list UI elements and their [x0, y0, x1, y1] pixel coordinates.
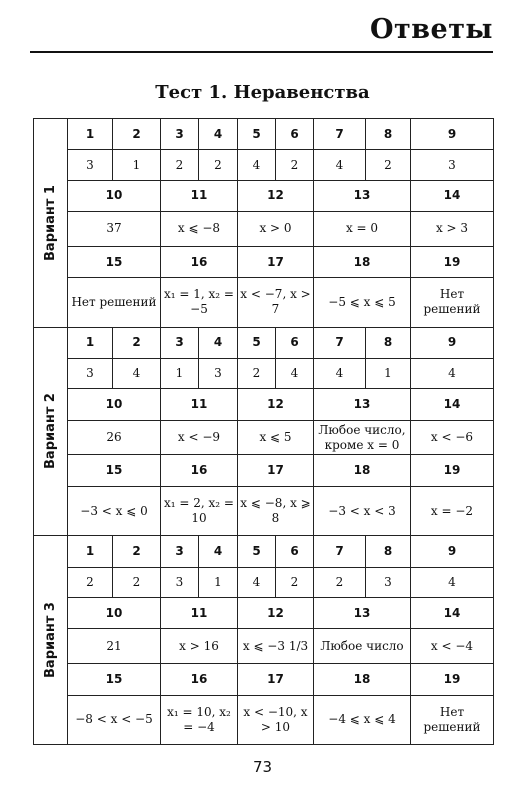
question-number: 6	[276, 119, 314, 150]
answer-cell: Нет решений	[68, 278, 161, 327]
answer-cell: Любое число, кроме x = 0	[314, 420, 411, 455]
table-row	[34, 536, 494, 567]
question-number: 1	[68, 119, 113, 150]
answer-cell: x₁ = 2, x₂ = 10	[161, 486, 238, 535]
question-number: 3	[161, 119, 199, 150]
question-number: 13	[314, 180, 411, 211]
answer-cell: x ⩽ −8, x ⩾ 8	[238, 486, 314, 535]
table-row	[34, 212, 494, 247]
answer-cell: x ⩽ −8	[161, 212, 238, 247]
table-row	[34, 597, 494, 628]
variant-label-cell	[34, 327, 68, 536]
table-row	[34, 150, 494, 180]
question-number: 9	[411, 536, 494, 567]
answer-cell: x < −9	[161, 420, 238, 455]
answer-cell: 2	[161, 150, 199, 180]
question-number: 12	[238, 389, 314, 420]
answer-cell: x < −6	[411, 420, 494, 455]
answer-cell: 2	[276, 567, 314, 597]
answer-cell: −8 < x < −5	[68, 695, 161, 744]
answer-cell: 3	[411, 150, 494, 180]
answer-cell: 2	[68, 567, 113, 597]
answer-cell: Нет решений	[411, 278, 494, 327]
question-number: 7	[314, 536, 366, 567]
variant-label-cell	[34, 536, 68, 745]
question-number: 2	[113, 327, 161, 358]
question-number: 17	[238, 455, 314, 486]
question-number: 10	[68, 389, 161, 420]
variant-label: Вариант 1	[42, 184, 58, 261]
variant-label: Вариант 3	[42, 602, 58, 679]
variant-label: Вариант 2	[42, 393, 58, 470]
answer-cell: −3 < x < 3	[314, 486, 411, 535]
question-number: 1	[68, 327, 113, 358]
answer-cell: 3	[68, 150, 113, 180]
answer-cell: 1	[366, 359, 411, 389]
section-title: Ответы	[370, 14, 493, 45]
question-number: 14	[411, 389, 494, 420]
question-number: 18	[314, 246, 411, 277]
question-number: 10	[68, 597, 161, 628]
table-row	[34, 246, 494, 277]
question-number: 11	[161, 389, 238, 420]
question-number: 10	[68, 180, 161, 211]
answer-cell: −4 ⩽ x ⩽ 4	[314, 695, 411, 744]
question-number: 4	[199, 119, 238, 150]
answer-cell: x = −2	[411, 486, 494, 535]
question-number: 3	[161, 327, 199, 358]
question-number: 19	[411, 246, 494, 277]
answer-cell: x₁ = 1, x₂ = −5	[161, 278, 238, 327]
answer-cell: 4	[411, 567, 494, 597]
answer-cell: x ⩽ 5	[238, 420, 314, 455]
question-number: 15	[68, 455, 161, 486]
question-number: 8	[366, 536, 411, 567]
answer-cell: 26	[68, 420, 161, 455]
question-number: 15	[68, 664, 161, 695]
question-number: 18	[314, 664, 411, 695]
table-row	[34, 486, 494, 535]
question-number: 9	[411, 327, 494, 358]
question-number: 9	[411, 119, 494, 150]
answer-cell: 3	[199, 359, 238, 389]
question-number: 19	[411, 455, 494, 486]
question-number: 7	[314, 119, 366, 150]
test-title: Тест 1. Неравенства	[155, 82, 370, 103]
answer-cell: x < −4	[411, 629, 494, 664]
question-number: 13	[314, 389, 411, 420]
answers-table	[33, 118, 494, 745]
table-row	[34, 664, 494, 695]
question-number: 12	[238, 180, 314, 211]
answer-cell: x₁ = 10, x₂ = −4	[161, 695, 238, 744]
table-row	[34, 629, 494, 664]
answer-cell: Любое число	[314, 629, 411, 664]
question-number: 13	[314, 597, 411, 628]
question-number: 6	[276, 327, 314, 358]
question-number: 17	[238, 664, 314, 695]
question-number: 19	[411, 664, 494, 695]
table-row	[34, 420, 494, 455]
answer-cell: x > 3	[411, 212, 494, 247]
page-number: 73	[252, 758, 273, 776]
answer-cell: 2	[276, 150, 314, 180]
table-row	[34, 695, 494, 744]
question-number: 12	[238, 597, 314, 628]
table-row	[34, 327, 494, 358]
answer-cell: 4	[314, 359, 366, 389]
answer-cell: 1	[199, 567, 238, 597]
table-row	[34, 455, 494, 486]
question-number: 16	[161, 664, 238, 695]
answer-cell: x > 0	[238, 212, 314, 247]
answer-cell: x < −7, x > 7	[238, 278, 314, 327]
question-number: 8	[366, 327, 411, 358]
question-number: 14	[411, 597, 494, 628]
answer-cell: x ⩽ −3 1/3	[238, 629, 314, 664]
answer-cell: 4	[238, 150, 276, 180]
table-row	[34, 119, 494, 150]
answer-cell: 4	[113, 359, 161, 389]
question-number: 3	[161, 536, 199, 567]
answer-cell: 21	[68, 629, 161, 664]
answer-cell: 3	[366, 567, 411, 597]
answer-cell: 4	[276, 359, 314, 389]
question-number: 18	[314, 455, 411, 486]
question-number: 11	[161, 597, 238, 628]
header-rule	[30, 51, 493, 53]
question-number: 1	[68, 536, 113, 567]
answer-cell: 4	[411, 359, 494, 389]
answer-cell: 1	[161, 359, 199, 389]
table-row	[34, 389, 494, 420]
question-number: 16	[161, 455, 238, 486]
answer-cell: 4	[314, 150, 366, 180]
question-number: 2	[113, 119, 161, 150]
answer-cell: 4	[238, 567, 276, 597]
answer-cell: 3	[161, 567, 199, 597]
table-row	[34, 278, 494, 327]
table-row	[34, 359, 494, 389]
answer-cell: 2	[199, 150, 238, 180]
answer-cell: x < −10, x > 10	[238, 695, 314, 744]
question-number: 4	[199, 327, 238, 358]
answer-cell: 2	[113, 567, 161, 597]
question-number: 5	[238, 119, 276, 150]
question-number: 15	[68, 246, 161, 277]
answer-cell: 1	[113, 150, 161, 180]
question-number: 7	[314, 327, 366, 358]
answer-cell: x = 0	[314, 212, 411, 247]
answer-cell: 3	[68, 359, 113, 389]
table-row	[34, 180, 494, 211]
question-number: 11	[161, 180, 238, 211]
question-number: 17	[238, 246, 314, 277]
question-number: 5	[238, 327, 276, 358]
answer-cell: −5 ⩽ x ⩽ 5	[314, 278, 411, 327]
answer-cell: 2	[366, 150, 411, 180]
answer-cell: Нет решений	[411, 695, 494, 744]
answer-cell: 2	[238, 359, 276, 389]
question-number: 5	[238, 536, 276, 567]
question-number: 16	[161, 246, 238, 277]
question-number: 4	[199, 536, 238, 567]
question-number: 14	[411, 180, 494, 211]
question-number: 2	[113, 536, 161, 567]
answer-cell: 37	[68, 212, 161, 247]
question-number: 6	[276, 536, 314, 567]
answer-cell: x > 16	[161, 629, 238, 664]
answer-cell: 2	[314, 567, 366, 597]
question-number: 8	[366, 119, 411, 150]
variant-label-cell	[34, 119, 68, 328]
answer-cell: −3 < x ⩽ 0	[68, 486, 161, 535]
table-row	[34, 567, 494, 597]
